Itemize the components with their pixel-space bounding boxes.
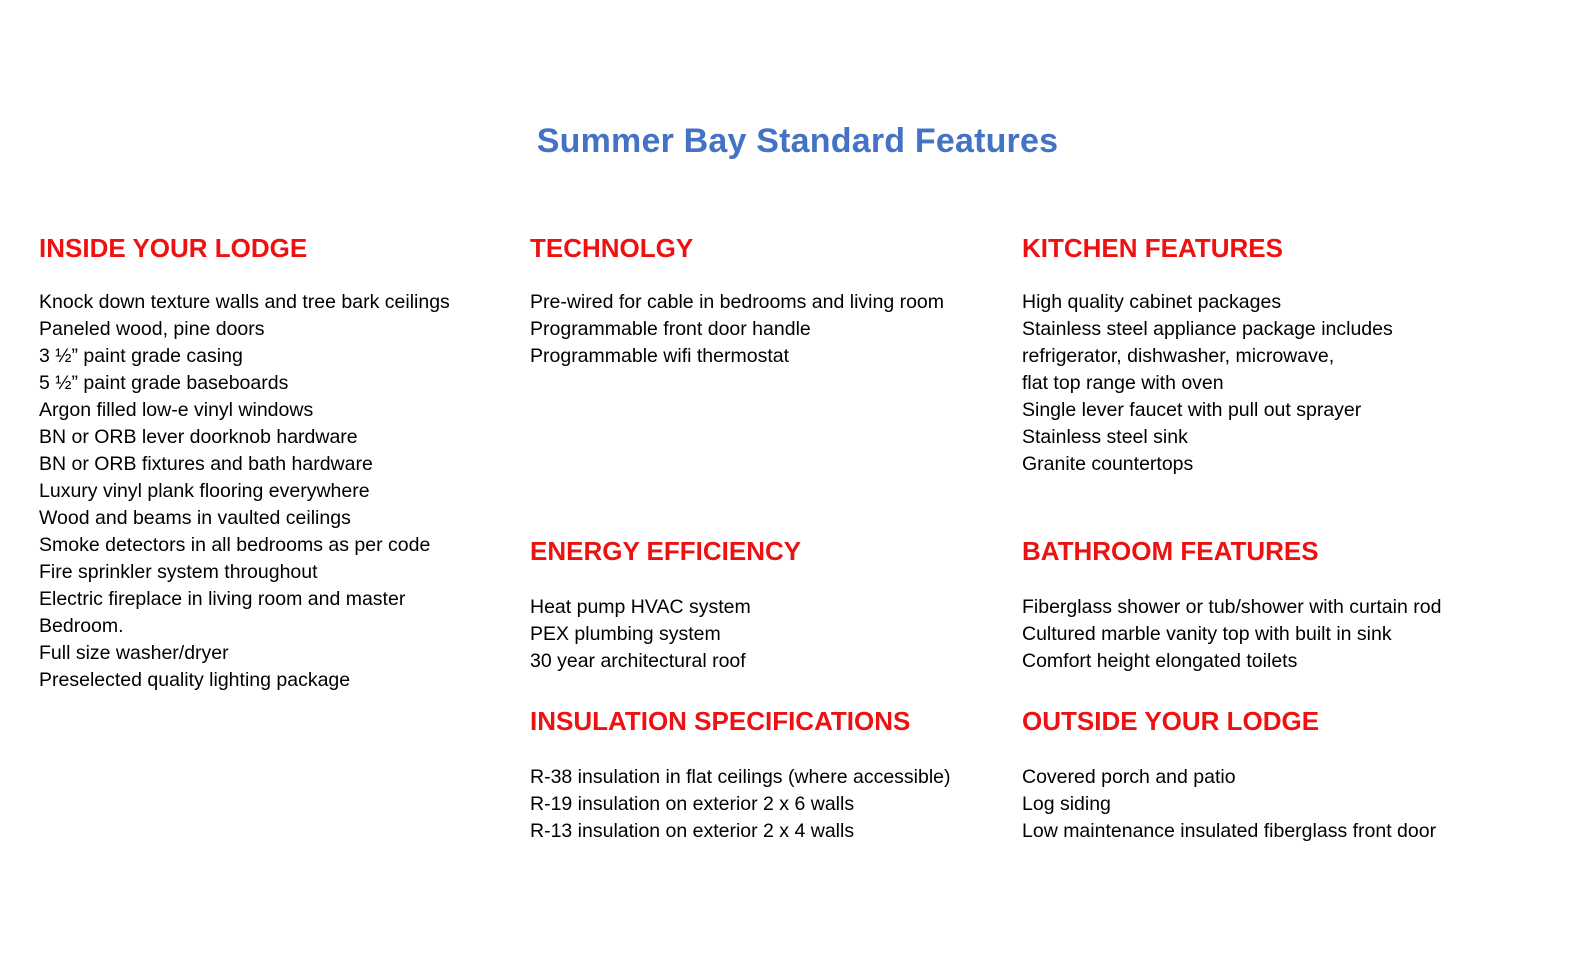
feature-item: R-19 insulation on exterior 2 x 6 walls [530, 793, 855, 815]
feature-item: Programmable wifi thermostat [530, 345, 790, 367]
feature-item: 5 ½” paint grade baseboards [39, 372, 289, 394]
feature-item: Full size washer/dryer [39, 642, 229, 664]
section-outside-your-lodge [1022, 706, 1436, 845]
feature-list [1022, 289, 1393, 478]
feature-item: Preselected quality lighting package [39, 669, 351, 691]
section-heading: ENERGY EFFICIENCY [530, 536, 802, 566]
section-inside-your-lodge [39, 233, 450, 694]
feature-item: Luxury vinyl plank flooring everywhere [39, 480, 370, 502]
section-heading: INSULATION SPECIFICATIONS [530, 706, 911, 736]
feature-item: Stainless steel appliance package includes [1022, 318, 1393, 340]
feature-item: Knock down texture walls and tree bark ceilings [39, 291, 450, 313]
feature-item: Programmable front door handle [530, 318, 811, 340]
feature-item: Paneled wood, pine doors [39, 318, 265, 340]
feature-item: Cultured marble vanity top with built in sink [1022, 623, 1392, 645]
section-heading: KITCHEN FEATURES [1022, 233, 1283, 263]
feature-item: Argon filled low-e vinyl windows [39, 399, 314, 421]
feature-item: Electric fireplace in living room and master [39, 588, 406, 610]
feature-item: High quality cabinet packages [1022, 291, 1282, 313]
section-bathroom-features [1022, 536, 1441, 675]
feature-list [1022, 594, 1441, 675]
feature-item: R-13 insulation on exterior 2 x 4 walls [530, 820, 855, 842]
feature-list [39, 289, 450, 694]
feature-item: Single lever faucet with pull out sprayer [1022, 399, 1362, 421]
feature-item: Heat pump HVAC system [530, 596, 751, 618]
section-energy-efficiency [530, 536, 801, 675]
section-insulation-specifications [530, 706, 951, 845]
section-kitchen-features [1022, 233, 1393, 478]
feature-item: refrigerator, dishwasher, microwave, [1022, 345, 1335, 367]
feature-item: Covered porch and patio [1022, 766, 1236, 788]
feature-item: Low maintenance insulated fiberglass front door [1022, 820, 1437, 842]
section-heading: OUTSIDE YOUR LODGE [1022, 706, 1320, 736]
feature-item: 30 year architectural roof [530, 650, 746, 672]
feature-item: Fire sprinkler system throughout [39, 561, 318, 583]
feature-list [530, 594, 801, 675]
feature-item: Pre-wired for cable in bedrooms and living room [530, 291, 945, 313]
section-heading: INSIDE YOUR LODGE [39, 233, 308, 263]
section-heading: TECHNOLGY [530, 233, 694, 263]
feature-item: 3 ½” paint grade casing [39, 345, 243, 367]
feature-item: flat top range with oven [1022, 372, 1224, 394]
feature-item: Granite countertops [1022, 453, 1194, 475]
feature-item: BN or ORB lever doorknob hardware [39, 426, 358, 448]
feature-list [530, 764, 951, 845]
feature-item: Comfort height elongated toilets [1022, 650, 1298, 672]
feature-item: Log siding [1022, 793, 1111, 815]
feature-list [530, 289, 944, 370]
feature-item: Bedroom. [39, 615, 124, 637]
feature-item: BN or ORB fixtures and bath hardware [39, 453, 373, 475]
feature-list [1022, 764, 1436, 845]
page-title: Summer Bay Standard Features [536, 121, 1059, 160]
feature-item: Stainless steel sink [1022, 426, 1188, 448]
feature-item: Fiberglass shower or tub/shower with curtain rod [1022, 596, 1442, 618]
section-technology [530, 233, 944, 370]
feature-item: R-38 insulation in flat ceilings (where accessible) [530, 766, 951, 788]
section-heading: BATHROOM FEATURES [1022, 536, 1319, 566]
feature-item: PEX plumbing system [530, 623, 721, 645]
feature-item: Smoke detectors in all bedrooms as per code [39, 534, 431, 556]
feature-item: Wood and beams in vaulted ceilings [39, 507, 351, 529]
